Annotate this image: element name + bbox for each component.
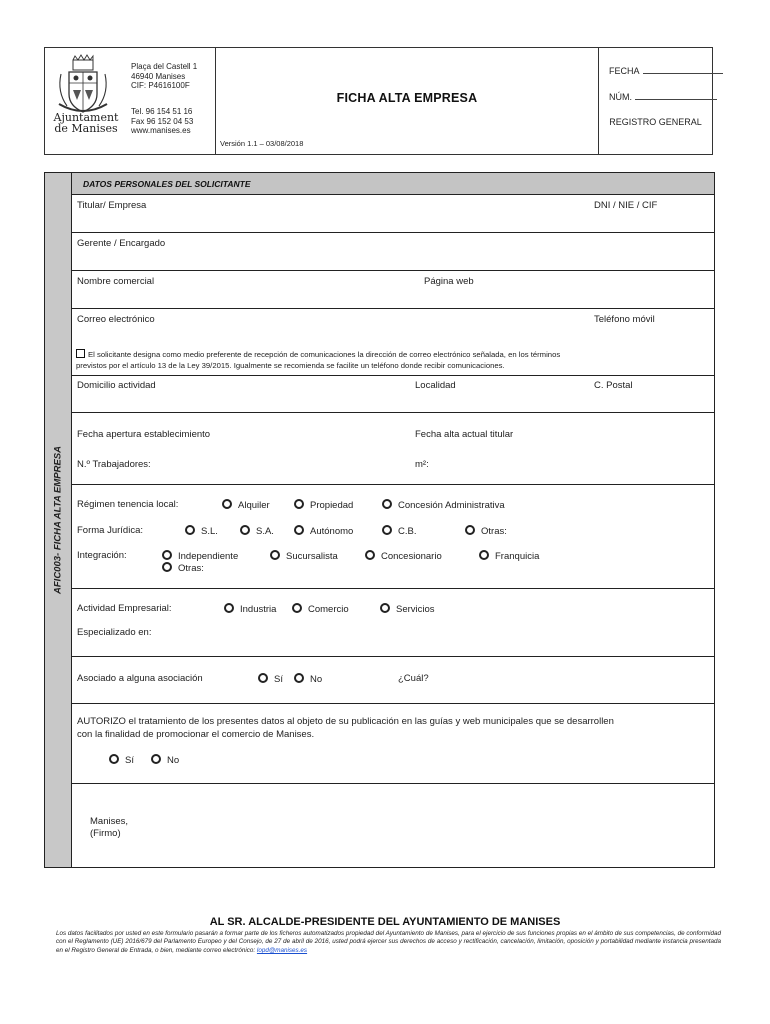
- integracion-option-franquicia[interactable]: [479, 550, 539, 562]
- trabajadores-label: N.º Trabajadores:: [77, 459, 151, 470]
- title-cell: [215, 48, 599, 154]
- radio-icon: [270, 550, 280, 560]
- regimen-option-concesion[interactable]: [382, 499, 505, 511]
- address-line: 46940 Manises: [131, 71, 186, 81]
- gerente-label: Gerente / Encargado: [77, 238, 166, 249]
- option-label: Otras:: [481, 526, 507, 537]
- option-label: Independiente: [178, 551, 239, 562]
- option-label: No: [310, 674, 323, 685]
- forma-option-sl[interactable]: [185, 525, 218, 537]
- form-header: [44, 47, 713, 155]
- m2-label: m²:: [415, 459, 429, 470]
- dni-label: DNI / NIE / CIF: [594, 200, 658, 211]
- consent-line-1: [76, 349, 560, 360]
- especializado-label: Especializado en:: [77, 627, 152, 638]
- asociado-label: Asociado a alguna asociación: [77, 673, 203, 684]
- contact-line: Tel. 96 154 51 16: [131, 107, 193, 116]
- gerente-row[interactable]: [72, 233, 714, 271]
- option-label: Industria: [240, 604, 277, 615]
- cual-label: ¿Cuál?: [398, 673, 429, 684]
- form-content: [72, 173, 714, 867]
- consent-checkbox[interactable]: [76, 349, 85, 358]
- section-title: DATOS PERSONALES DEL SOLICITANTE: [72, 173, 714, 195]
- titular-label: Titular/ Empresa: [77, 200, 147, 211]
- address-block: [131, 62, 197, 91]
- option-label: Franquicia: [495, 551, 540, 562]
- radio-icon: [380, 603, 390, 613]
- option-label: Servicios: [396, 604, 435, 615]
- integracion-label: Integración:: [77, 550, 127, 561]
- option-label: Concesión Administrativa: [398, 500, 505, 511]
- fecha-label: FECHA: [609, 66, 640, 76]
- form-code-label: AFIC003- FICHA ALTA EMPRESA: [52, 446, 64, 594]
- contact-line: Fax 96 152 04 53: [131, 116, 194, 126]
- radio-icon: [224, 603, 234, 613]
- form-body: [44, 172, 715, 868]
- domicilio-row[interactable]: [72, 376, 714, 413]
- address-line: CIF: P4616100F: [131, 81, 190, 90]
- regimen-label: Régimen tenencia local:: [77, 499, 179, 510]
- localidad-label: Localidad: [415, 380, 456, 391]
- actividad-option-industria[interactable]: [224, 603, 276, 615]
- num-label: NÚM.: [609, 92, 632, 102]
- asociado-option-no[interactable]: [294, 673, 322, 685]
- radio-icon: [151, 754, 161, 764]
- contact-block: [131, 107, 193, 136]
- autorizo-row: [72, 704, 714, 784]
- integracion-option-otras[interactable]: [162, 562, 204, 574]
- logo-cell: [45, 48, 215, 154]
- radio-icon: [162, 550, 172, 560]
- nombre-comercial-label: Nombre comercial: [77, 276, 155, 287]
- registry-cell: [599, 48, 712, 154]
- option-label: Propiedad: [310, 500, 354, 511]
- autorizo-option-no[interactable]: [151, 754, 179, 766]
- radio-icon: [382, 499, 392, 509]
- establecimiento-row[interactable]: [72, 413, 714, 485]
- address-line: Plaça del Castell 1: [131, 62, 198, 71]
- cpostal-label: C. Postal: [594, 380, 633, 391]
- pagina-web-label: Página web: [424, 276, 474, 287]
- consent-text-1: El solicitante designa como medio preferente de recepción de comunicaciones la dirección de correo electrónico señalada, en los términos: [88, 350, 561, 359]
- option-label: Alquiler: [238, 500, 270, 511]
- asociado-option-si[interactable]: [258, 673, 283, 685]
- radio-icon: [294, 673, 304, 683]
- consent-line-2: previstos por el artículo 13 de la Ley 39/2015. Igualmente se recomienda se facilite un teléfono donde recibir comunicaciones.: [76, 361, 505, 370]
- manises-label: Manises,: [90, 816, 129, 827]
- option-label: Sucursalista: [286, 551, 338, 562]
- forma-option-cb[interactable]: [382, 525, 416, 537]
- forma-option-sa[interactable]: [240, 525, 274, 537]
- form-sidebar: [45, 173, 72, 867]
- radio-icon: [365, 550, 375, 560]
- forma-option-autonomo[interactable]: [294, 525, 353, 537]
- regimen-option-propiedad[interactable]: [294, 499, 353, 511]
- radio-icon: [294, 499, 304, 509]
- correo-row[interactable]: [72, 309, 714, 376]
- radio-icon: [465, 525, 475, 535]
- radio-icon: [382, 525, 392, 535]
- radio-icon: [258, 673, 268, 683]
- num-field[interactable]: [609, 92, 717, 102]
- correo-label: Correo electrónico: [77, 314, 155, 325]
- option-label: Otras:: [178, 563, 204, 574]
- ayuntamiento-name: Ajuntament de Manises: [53, 111, 119, 135]
- fecha-apertura-label: Fecha apertura establecimiento: [77, 429, 211, 440]
- option-label: Sí: [274, 674, 283, 685]
- option-label: C.B.: [398, 526, 417, 537]
- radio-icon: [109, 754, 119, 764]
- actividad-option-comercio[interactable]: [292, 603, 349, 615]
- lopd-email-link[interactable]: lopd@manises.es: [256, 946, 308, 954]
- actividad-option-servicios[interactable]: [380, 603, 435, 615]
- regimen-row: [72, 485, 714, 589]
- radio-icon: [240, 525, 250, 535]
- firma-label: (Firmo): [90, 828, 121, 839]
- telefono-label: Teléfono móvil: [594, 314, 655, 325]
- footer-title: AL SR. ALCALDE-PRESIDENTE DEL AYUNTAMIENTO DE MANISES: [209, 916, 561, 928]
- option-label: Sí: [125, 755, 134, 766]
- option-label: S.L.: [201, 526, 218, 537]
- option-label: Comercio: [308, 604, 349, 615]
- forma-label: Forma Jurídica:: [77, 525, 143, 536]
- forma-option-otras[interactable]: [465, 525, 507, 537]
- firma-row[interactable]: [72, 784, 714, 869]
- radio-icon: [292, 603, 302, 613]
- option-label: Concesionario: [381, 551, 442, 562]
- legal-notice: [56, 930, 721, 955]
- asociado-row: [72, 657, 714, 704]
- radio-icon: [479, 550, 489, 560]
- integracion-option-sucursalista[interactable]: [270, 550, 338, 562]
- radio-icon: [294, 525, 304, 535]
- option-label: Autónomo: [310, 526, 354, 537]
- radio-icon: [162, 562, 172, 572]
- autorizo-line-1: AUTORIZO el tratamiento de los presentes datos al objeto de su publicación en las guías y web municipales que se desarrollen: [77, 716, 614, 727]
- radio-icon: [222, 499, 232, 509]
- fecha-alta-label: Fecha alta actual titular: [415, 429, 514, 440]
- version-text: Versión 1.1 – 03/08/2018: [220, 139, 304, 148]
- nombre-comercial-row[interactable]: [72, 271, 714, 309]
- option-label: S.A.: [256, 526, 274, 537]
- autorizo-option-si[interactable]: [109, 754, 134, 766]
- option-label: No: [167, 755, 180, 766]
- domicilio-label: Domicilio actividad: [77, 380, 156, 391]
- fecha-field[interactable]: [609, 66, 723, 76]
- integracion-option-concesionario[interactable]: [365, 550, 442, 562]
- registro-label: REGISTRO GENERAL: [609, 117, 702, 127]
- autorizo-line-2: con la finalidad de promocionar el comercio de Manises.: [77, 729, 315, 740]
- actividad-row: [72, 589, 714, 657]
- form-title: FICHA ALTA EMPRESA: [336, 91, 478, 105]
- integracion-option-independiente[interactable]: [162, 550, 238, 562]
- legal-text: Los datos facilitados por usted en este formulario pasarán a formar parte de los ficheros automatizados propiedad del Ayuntamiento de Manises, para el ejercicio de sus funciones propias en el ámbito de sus competencias, de conformidad con el Reglamento (UE) 2016/679 del Parlamento Europeo y del Consejo, de 27 de abril de 2016, usted podrá ejercer sus derechos de acceso y rectificación, cancelación, limitación, oposición y portabilidad mediante instancia presentada en el Registro General de Entrada, o bien, mediante correo electrónico:: [56, 930, 721, 954]
- actividad-label: Actividad Empresarial:: [77, 603, 172, 614]
- contact-line: www.manises.es: [131, 126, 191, 135]
- radio-icon: [185, 525, 195, 535]
- titular-row[interactable]: [72, 195, 714, 233]
- regimen-option-alquiler[interactable]: [222, 499, 270, 511]
